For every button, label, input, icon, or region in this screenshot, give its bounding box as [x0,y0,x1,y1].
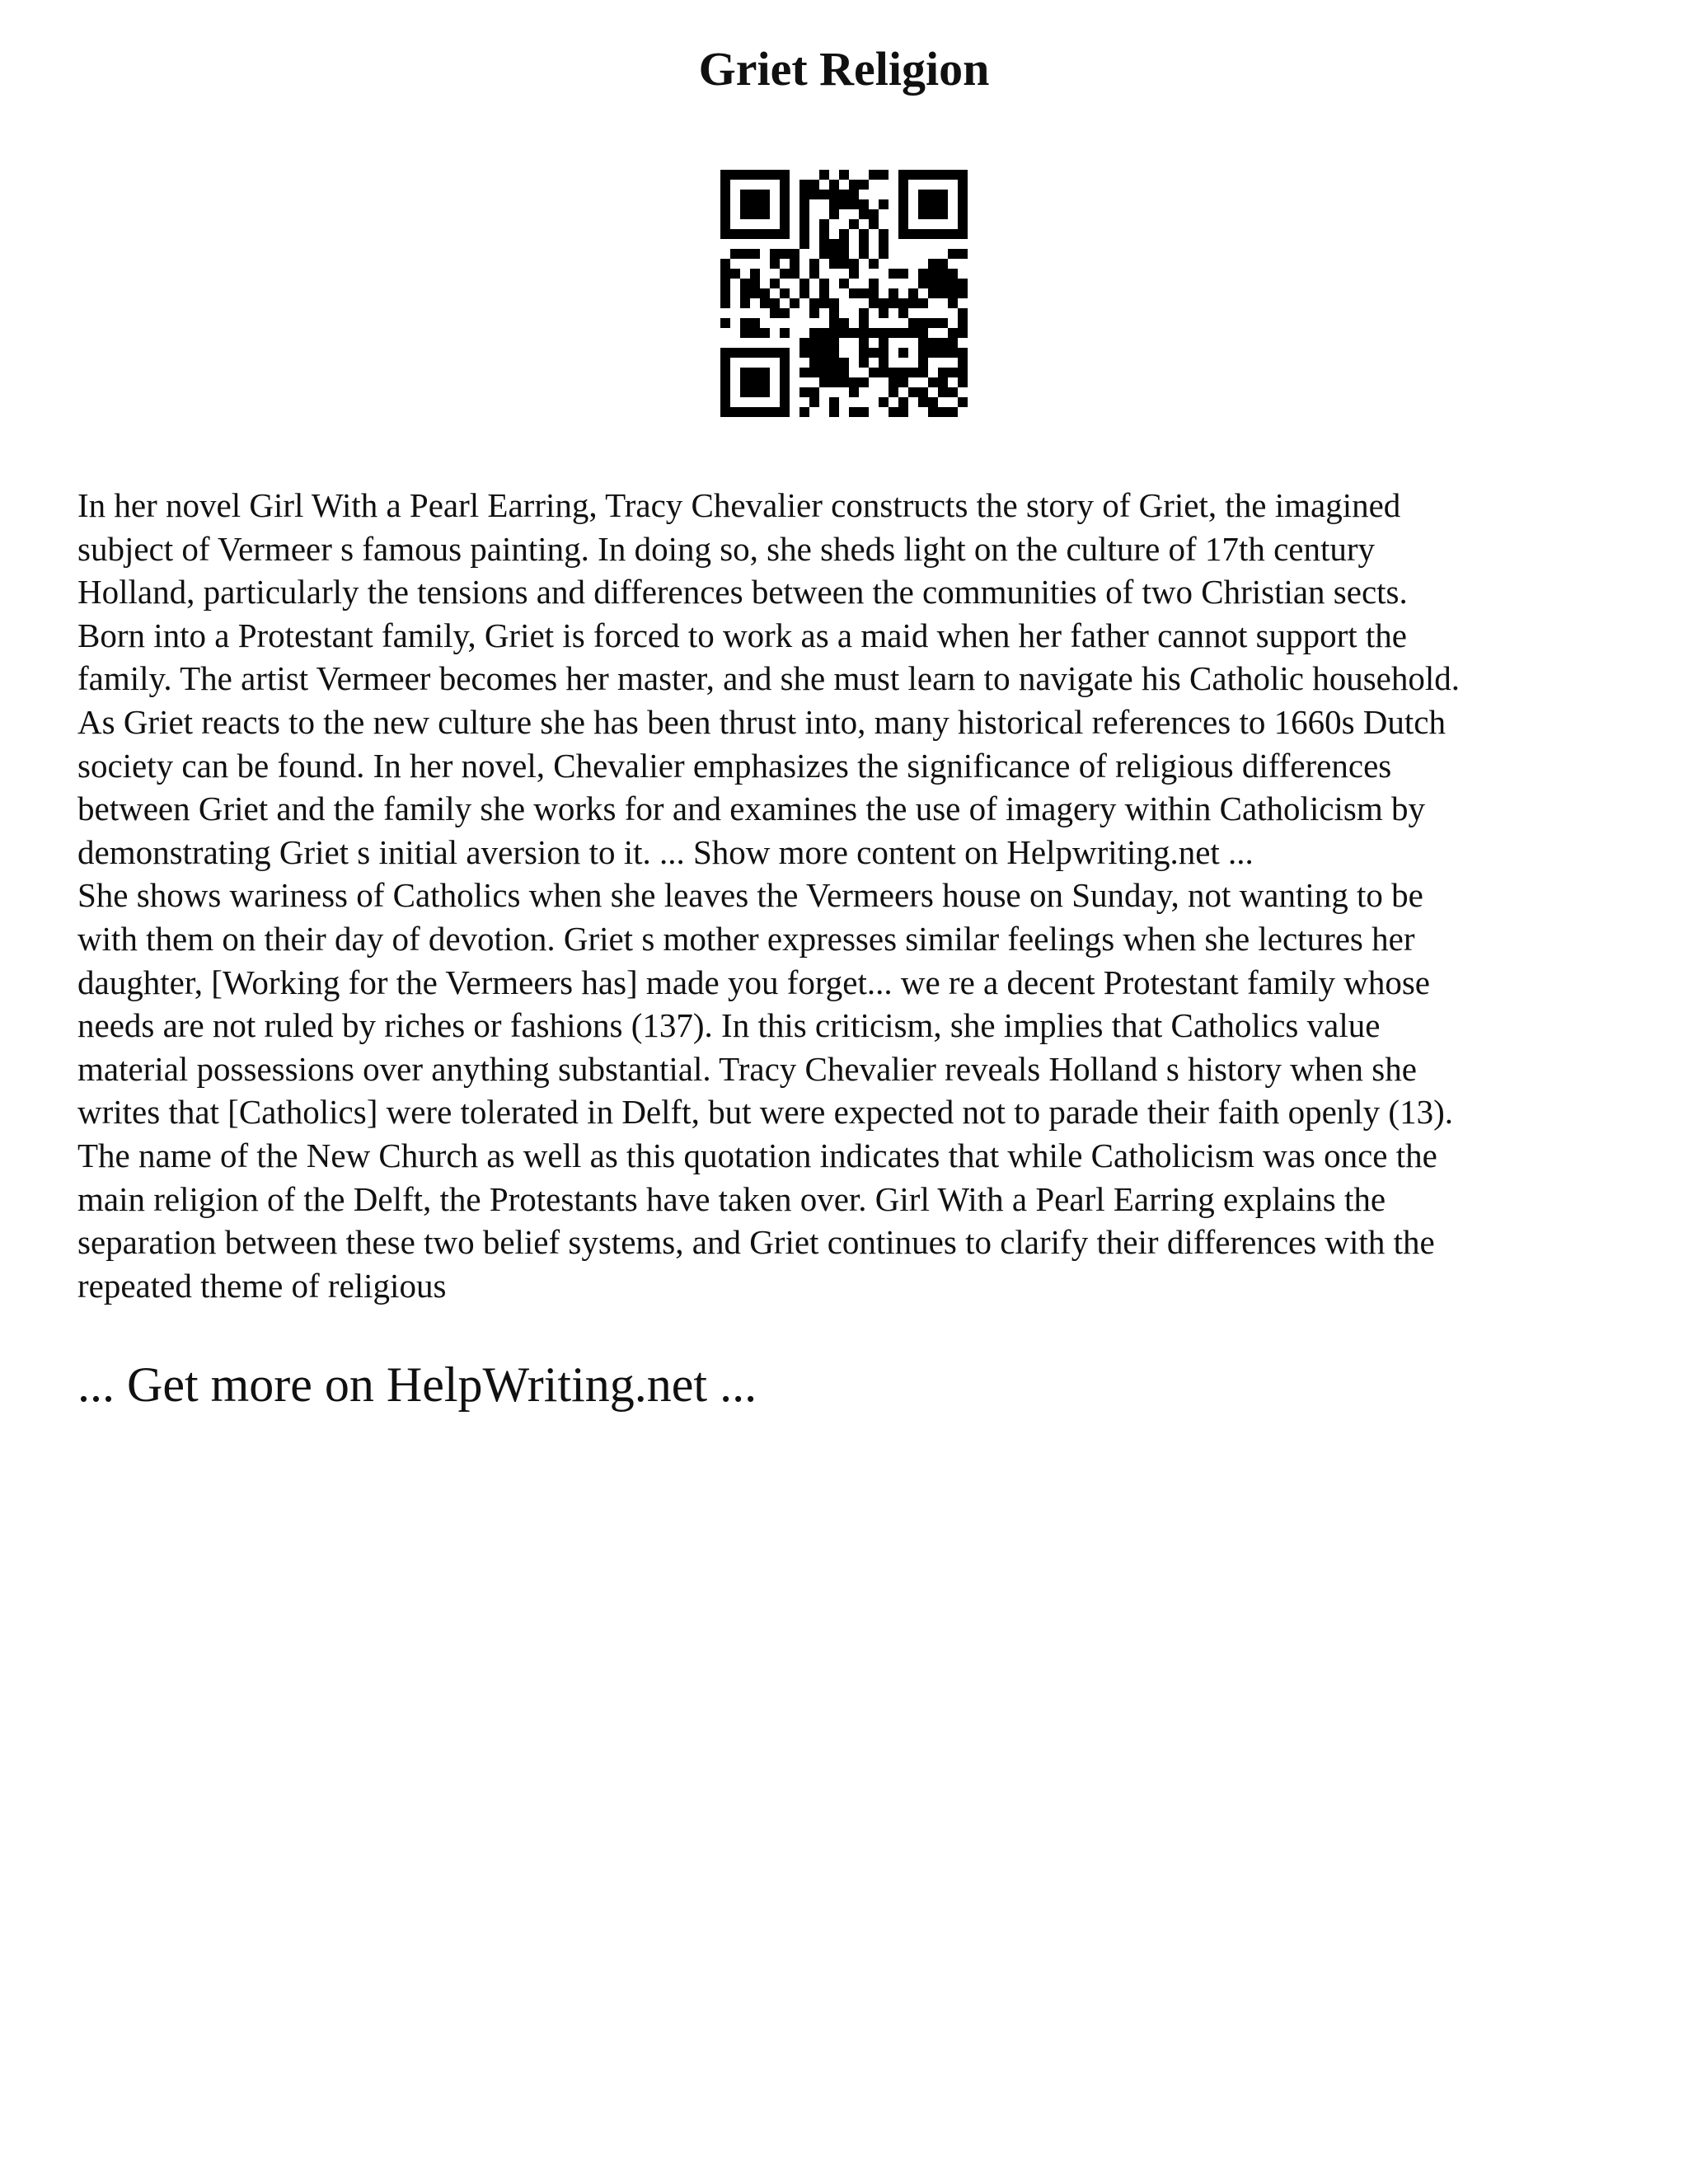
qr-code-icon[interactable] [720,170,968,417]
get-more-link[interactable]: ... Get more on HelpWriting.net ... [77,1357,757,1412]
page-title: Griet Religion [698,42,990,96]
article-body: In her novel Girl With a Pearl Earring, Tracy Chevalier constructs the story of Griet, the imagined subject of Vermeer s famous painting. In doing so, she sheds light on the culture of 17th century Holland, particularly the tensions and differences between the communities of two Christian sects. Born into a Protestant family, Griet is forced to work as a maid when her father cannot support the family. The artist Vermeer becomes her master, and she must learn to navigate his Catholic household. As Griet reacts to the new culture she has been thrust into, many historical references to 1660s Dutch society can be found. In her novel, Chevalier emphasizes the significance of religious differences between Griet and the family she works for and examines the use of imagery within Catholicism by demonstrating Griet s initial aversion to it. ... Show more content on Helpwriting.net ... She shows wariness of Catholics when she leaves the Vermeers house on Sunday, not wanting to be with them on their day of devotion. Griet s mother expresses similar feelings when she lectures her daughter, [Working for the Vermeers has] made you forget... we re a decent Protestant family whose needs are not ruled by riches or fashions (137). In this criticism, she implies that Catholics value material possessions over anything substantial. Tracy Chevalier reveals Holland s history when she writes that [Catholics] were tolerated in Delft, but were expected not to parade their faith openly (13). The name of the New Church as well as this quotation indicates that while Catholicism was once the main religion of the Delft, the Protestants have taken over. Girl With a Pearl Earring explains the separation between these two belief systems, and Griet continues to clarify their differences with the repeated theme of religious [77,486,1460,1305]
